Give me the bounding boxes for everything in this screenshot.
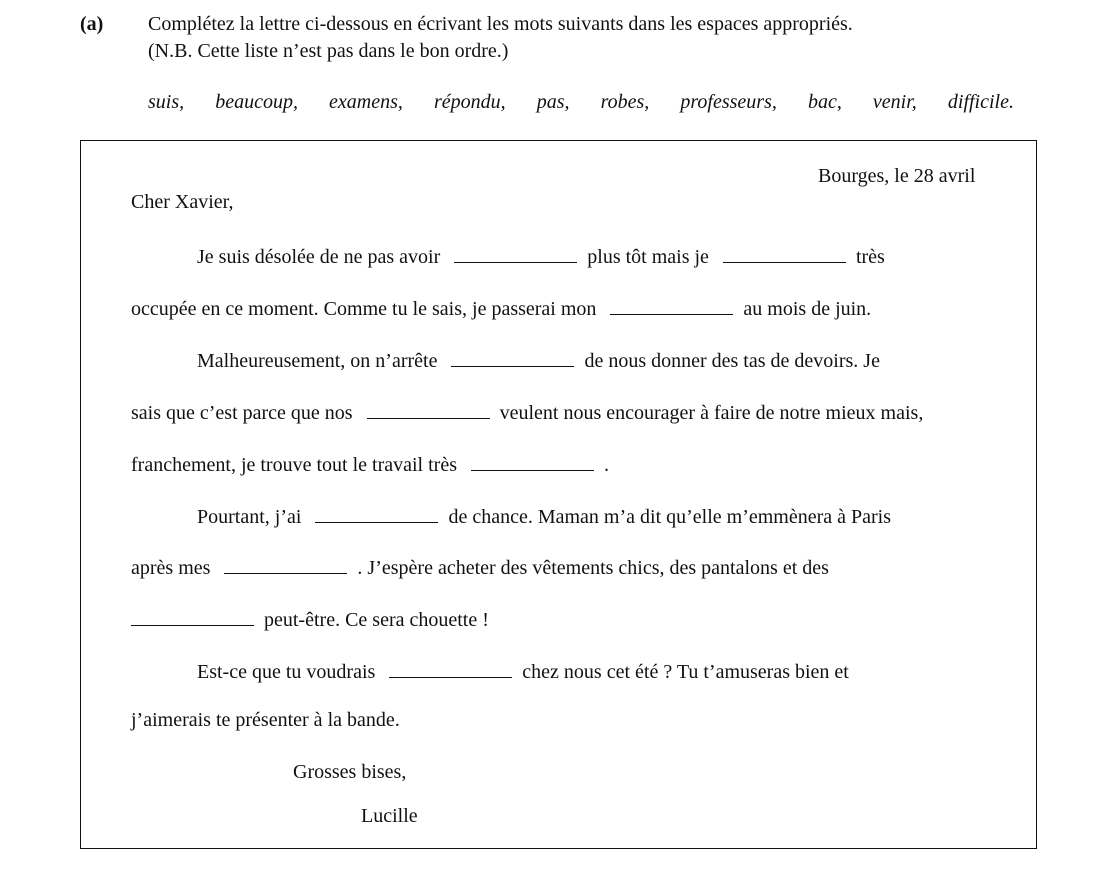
answer-blank-5[interactable] (367, 399, 490, 419)
word-bank-item: difficile. (947, 91, 1014, 113)
letter-text: après mes (131, 557, 211, 579)
word-bank-item: pas, (536, 91, 570, 113)
letter-text: Pourtant, j’ai (197, 506, 302, 528)
answer-blank-9[interactable] (131, 606, 254, 626)
letter-text: Je suis désolée de ne pas avoir (197, 246, 441, 268)
instruction-line-1: Complétez la lettre ci-dessous en écrivant les mots suivants dans les espaces appropriés. (148, 13, 853, 35)
word-bank-item: examens, (329, 91, 403, 113)
letter-line (131, 399, 923, 425)
instruction-line-2: (N.B. Cette liste n’est pas dans le bon ordre.) (148, 40, 509, 62)
letter-line (197, 503, 891, 529)
letter-text: franchement, je trouve tout le travail très (131, 454, 457, 476)
letter-text: chez nous cet été ? Tu t’amuseras bien et (522, 661, 849, 683)
letter-greeting: Cher Xavier, (131, 191, 234, 213)
word-bank-item: professeurs, (680, 91, 777, 113)
letter-text: Malheureusement, on n’arrête (197, 350, 438, 372)
letter-text: de chance. Maman m’a dit qu’elle m’emmènera à Paris (448, 506, 892, 528)
letter-text: veulent nous encourager à faire de notre mieux mais, (499, 402, 924, 424)
letter-line (131, 295, 871, 321)
answer-blank-6[interactable] (471, 451, 594, 471)
word-bank-item: beaucoup, (215, 91, 298, 113)
letter-text: de nous donner des tas de devoirs. Je (584, 350, 880, 372)
letter-text: au mois de juin. (743, 298, 872, 320)
letter-line (131, 451, 609, 477)
letter-line (197, 658, 849, 684)
answer-blank-1[interactable] (454, 243, 577, 263)
letter-text: très (855, 246, 885, 268)
answer-blank-10[interactable] (389, 658, 512, 678)
word-bank-item: répondu, (433, 91, 506, 113)
letter-text: j’aimerais te présenter à la bande. (131, 709, 400, 731)
letter-line (131, 606, 489, 632)
letter-line (197, 347, 880, 373)
answer-blank-3[interactable] (610, 295, 733, 315)
letter-text: occupée en ce moment. Comme tu le sais, je passerai mon (131, 298, 597, 320)
word-bank-item: suis, (148, 91, 185, 113)
letter-text: . (603, 454, 609, 476)
letter-date: Bourges, le 28 avril (818, 165, 976, 187)
letter-text: plus tôt mais je (587, 246, 709, 268)
letter-text: sais que c’est parce que nos (131, 402, 353, 424)
letter-closing: Grosses bises, (293, 761, 407, 783)
word-bank (148, 91, 1014, 114)
question-label: (a) (80, 13, 104, 35)
answer-blank-2[interactable] (723, 243, 846, 263)
letter-box (80, 140, 1037, 849)
letter-line (131, 554, 829, 580)
word-bank-item: robes, (600, 91, 650, 113)
letter-signature: Lucille (361, 805, 418, 827)
answer-blank-7[interactable] (315, 503, 438, 523)
answer-blank-8[interactable] (224, 554, 347, 574)
word-bank-item: bac, (807, 91, 842, 113)
answer-blank-4[interactable] (451, 347, 574, 367)
letter-line (131, 709, 400, 732)
letter-text: Est-ce que tu voudrais (197, 661, 376, 683)
letter-text: peut-être. Ce sera chouette ! (264, 609, 489, 631)
word-bank-item: venir, (872, 91, 917, 113)
letter-text: . J’espère acheter des vêtements chics, des pantalons et des (357, 557, 829, 579)
letter-line (197, 243, 885, 269)
